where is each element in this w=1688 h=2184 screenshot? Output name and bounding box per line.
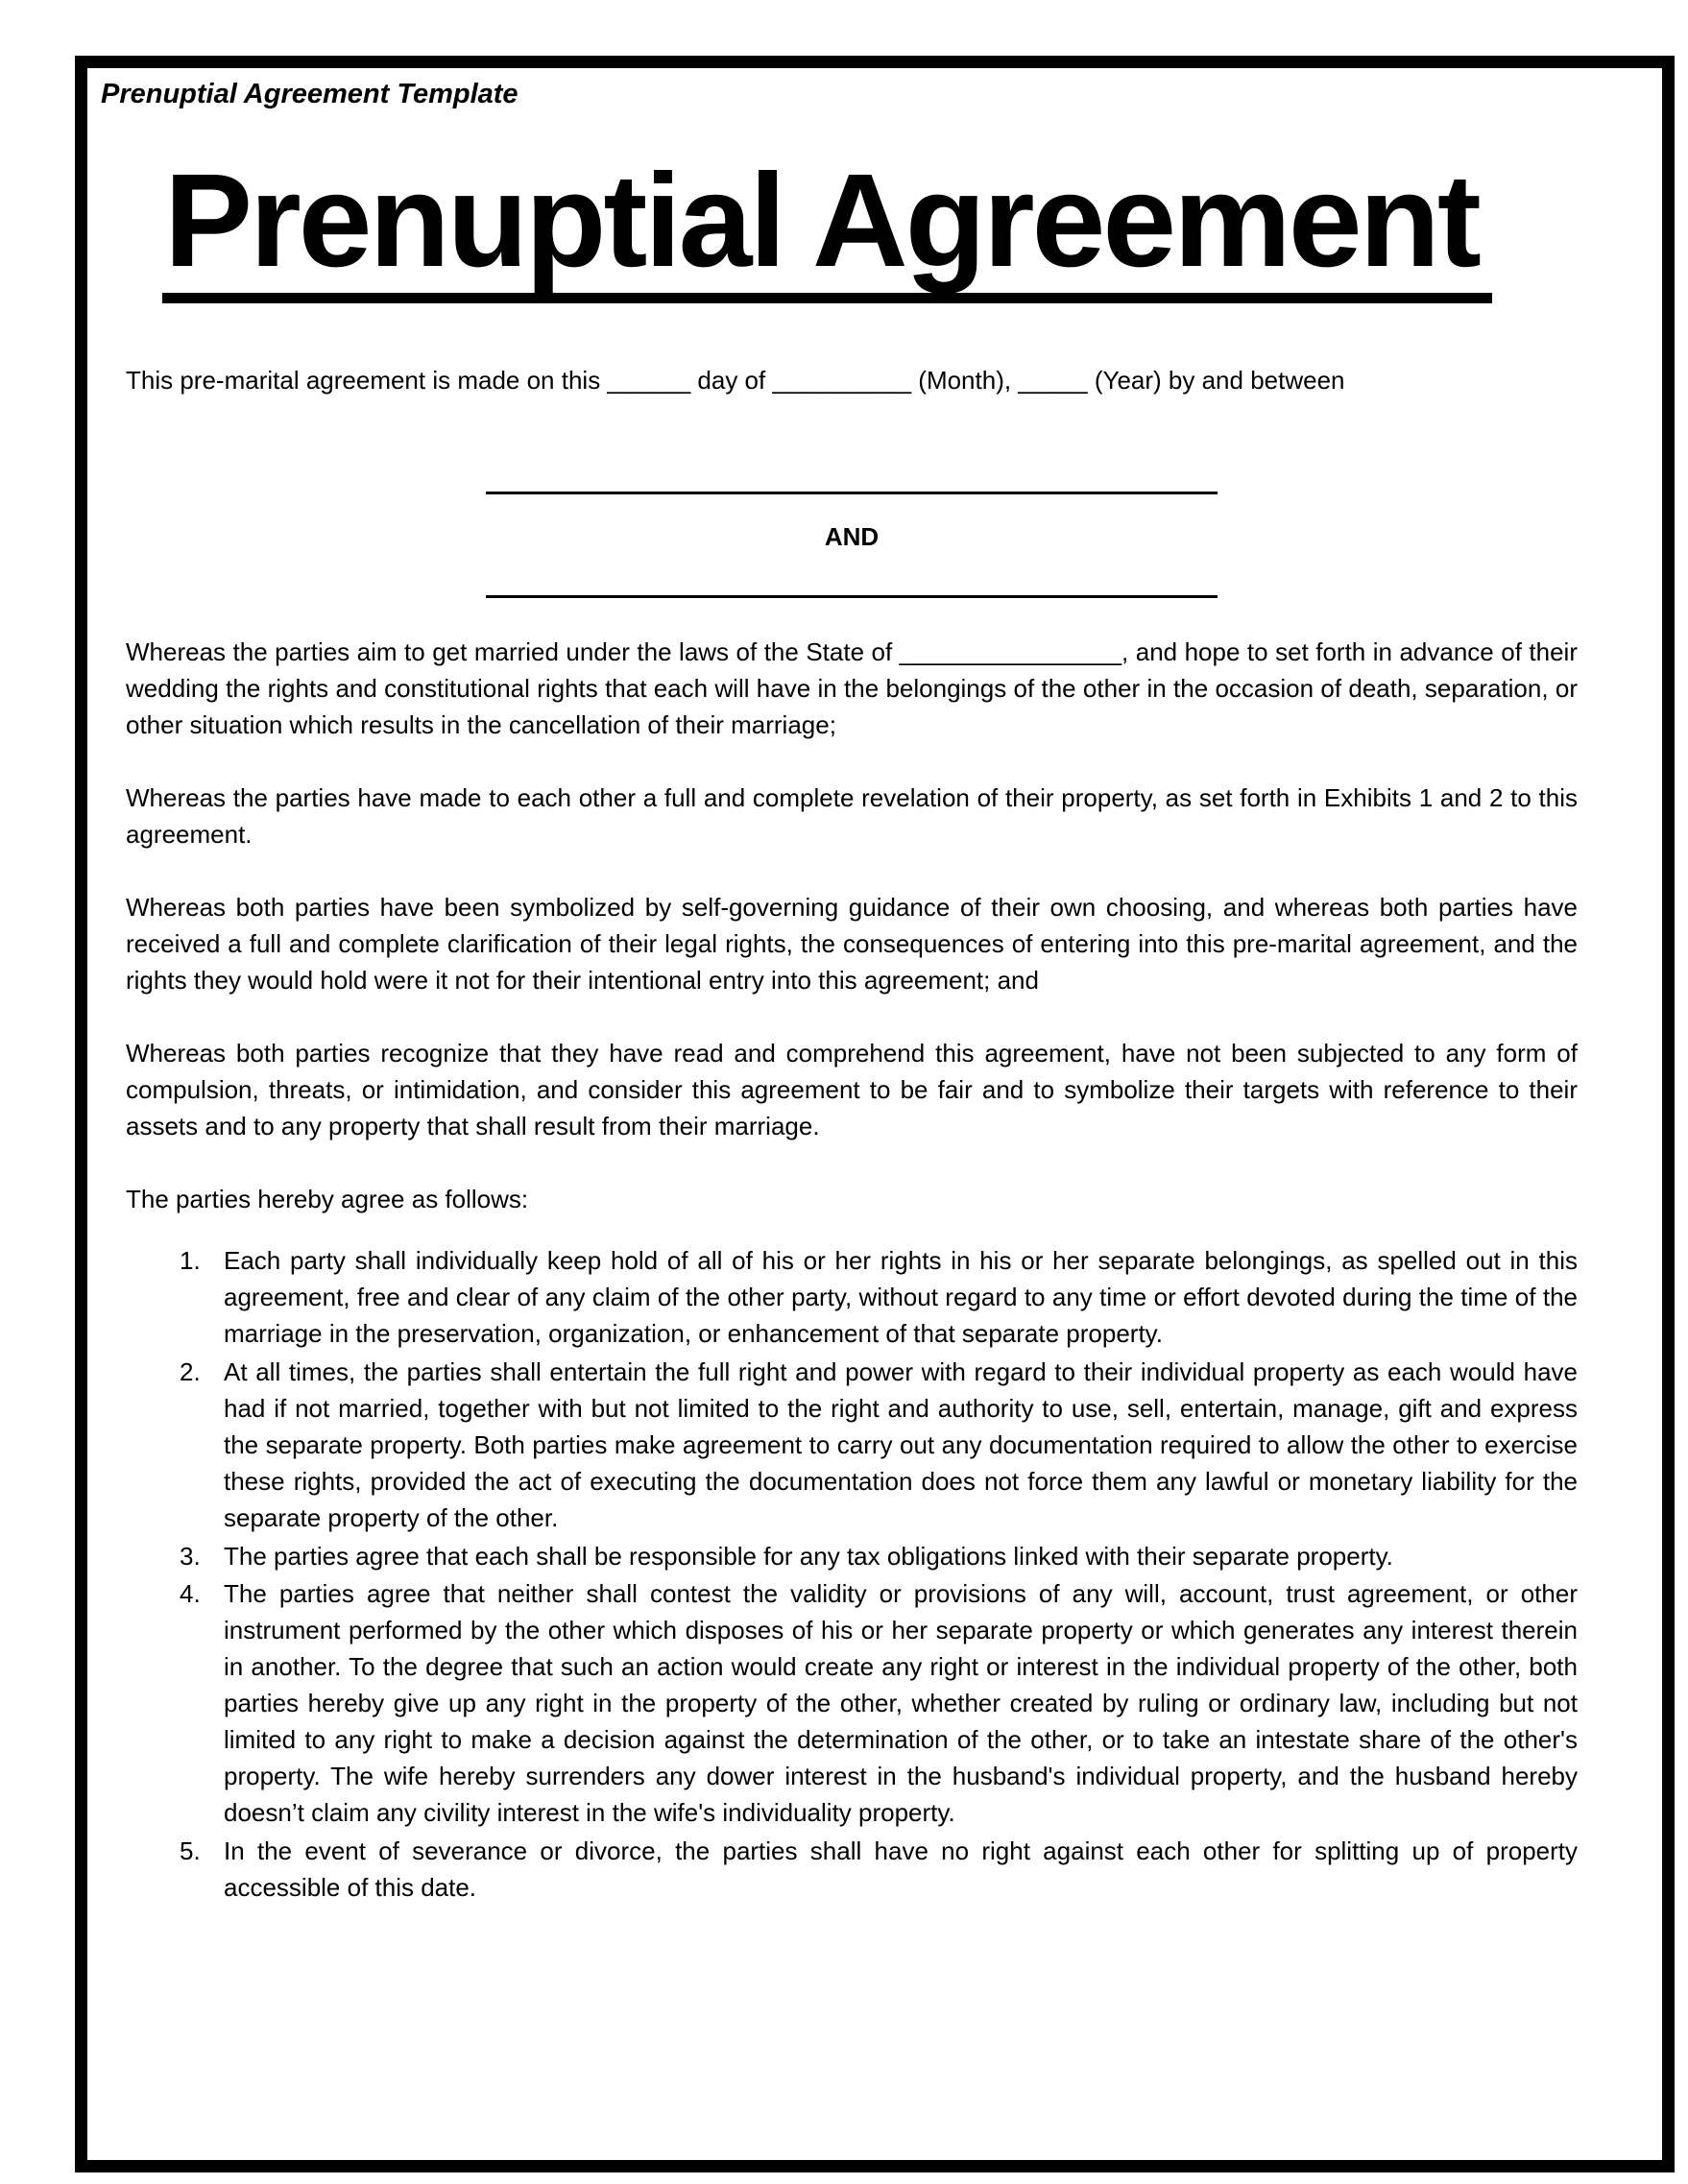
list-item-number: 5.	[180, 1836, 201, 1866]
list-item-text: At all times, the parties shall entertain the full right and power with regard to their individual property as each would have had if not married, together with but not limited to the right and authority to use, sell, entertain, manage, gift and express the separate property. Both parties make agreement to carry out any documentation required to allow the other to exercise these rights, provided the act of executing the documentation does not force them any lawful or monetary liability for the separate property of the other.	[224, 1356, 1578, 1532]
list-item-number: 1.	[180, 1245, 201, 1275]
list-item	[126, 1576, 1578, 1832]
document-title: Prenuptial Agreement	[162, 154, 1492, 303]
template-label: Prenuptial Agreement Template	[101, 79, 518, 109]
list-item-text: The parties agree that neither shall contest the validity or provisions of any will, account, trust agreement, or other instrument performed by the other which disposes of his or her separate property or which generates any interest therein in another. To the degree that such an action would create any right or interest in the individual property of the other, both parties hereby give up any right in the property of the other, whether created by ruling or ordinary law, including but not limited to any right to make a decision against the determination of the other, or to take an intestate share of the other's property. The wife hereby surrenders any dower interest in the husband's individual property, and the husband hereby doesn’t claim any civility interest in the wife's individuality property.	[224, 1579, 1578, 1828]
list-item-number: 2.	[180, 1356, 201, 1386]
list-item-text: Each party shall individually keep hold of all of his or her rights in his or her separate belongings, as spelled out in this agreement, free and clear of any claim of the other party, without regard to any time or effort devoted during the time of the marriage in the preservation, organization, or enhancement of that separate property.	[224, 1245, 1578, 1348]
title-block	[162, 146, 1578, 303]
and-separator: AND	[824, 521, 880, 551]
list-item-number: 3.	[180, 1541, 201, 1571]
whereas-paragraph-4: Whereas both parties recognize that they have read and comprehend this agreement, have not been subjected to any form of compulsion, threats, or intimidation, and consider this agreement to be fair and to symbolize their targets with reference to their assets and to any property that shall result from their marriage.	[126, 1039, 1578, 1140]
party-two-name-line	[486, 595, 1218, 598]
whereas-paragraph-1: Whereas the parties aim to get married under the laws of the State of ________________, and hope to set forth in advance of their wedding the rights and constitutional rights that each will have in the belongings of the other in the occasion of death, separation, or other situation which results in the cancellation of their marriage;	[126, 637, 1578, 740]
list-item	[126, 1539, 1578, 1575]
list-item	[126, 1355, 1578, 1537]
list-item	[126, 1243, 1578, 1353]
intro-paragraph: This pre-marital agreement is made on this ______ day of __________ (Month), _____ (Year) by and between	[126, 365, 1345, 395]
document-frame	[75, 56, 1675, 2172]
list-item-number: 4.	[180, 1579, 201, 1609]
party-one-name-line	[486, 492, 1218, 494]
list-item	[126, 1834, 1578, 1907]
whereas-paragraph-2: Whereas the parties have made to each other a full and complete revelation of their property, as set forth in Exhibits 1 and 2 to this agreement.	[126, 783, 1578, 850]
list-item-text: The parties agree that each shall be responsible for any tax obligations linked with their separate property.	[224, 1541, 1393, 1571]
agreement-list	[126, 1243, 1578, 1907]
whereas-paragraph-3: Whereas both parties have been symbolized by self-governing guidance of their own choosing, and whereas both parties have received a full and complete clarification of their legal rights, the consequences of entering into this pre-marital agreement, and the rights they would hold were it not for their intentional entry into this agreement; and	[126, 893, 1578, 996]
list-item-text: In the event of severance or divorce, the parties shall have no right against each other for splitting up of property accessible of this date.	[224, 1836, 1578, 1903]
agreement-lead: The parties hereby agree as follows:	[126, 1184, 529, 1213]
document-content	[126, 146, 1578, 1907]
